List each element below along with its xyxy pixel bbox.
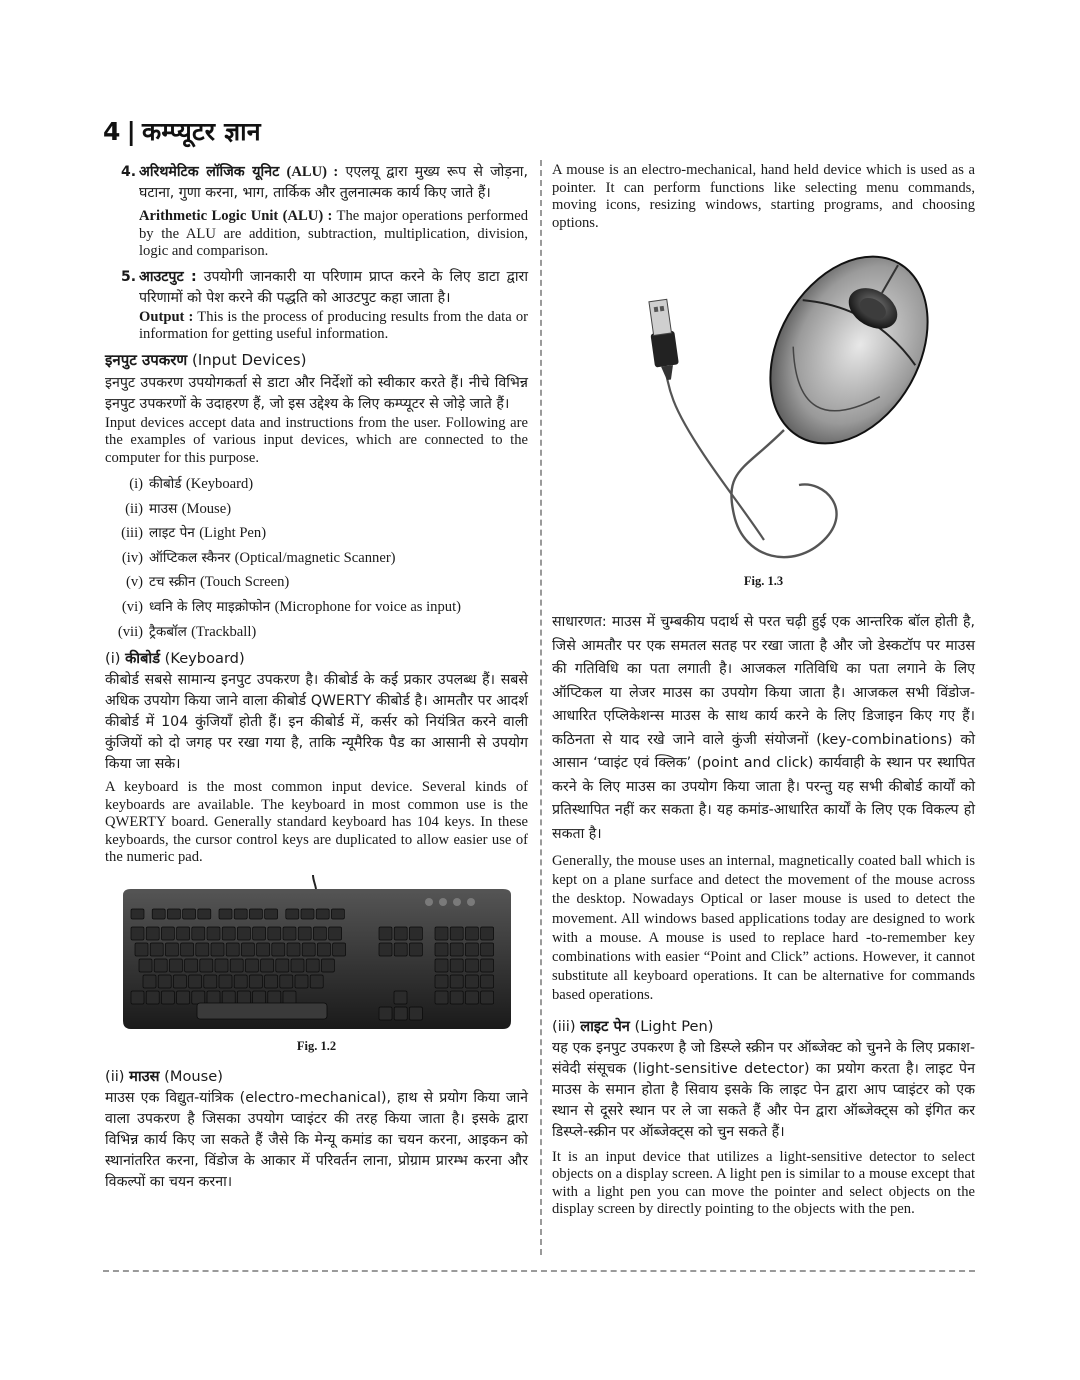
keyboard-key <box>203 975 216 988</box>
header-separator: | <box>126 117 136 146</box>
keyboard-key <box>188 975 201 988</box>
alu-hindi-title: अरिथमेटिक लॉजिक यूनिट <box>139 164 280 180</box>
keyboard-key <box>480 959 493 972</box>
keyboard-key <box>169 959 182 972</box>
input-devices-heading-hi: इनपुट उपकरण <box>105 350 188 369</box>
keyboard-key <box>285 909 298 919</box>
keyboard-key <box>379 927 392 940</box>
keyboard-key <box>275 959 288 972</box>
keyboard-key <box>267 927 280 940</box>
keyboard-key <box>222 991 235 1004</box>
keyboard-key <box>301 909 314 919</box>
keyboard-key <box>450 991 463 1004</box>
keyboard-key <box>480 927 493 940</box>
keyboard-key <box>283 991 296 1004</box>
page-header <box>103 114 261 148</box>
keyboard-key <box>249 909 262 919</box>
keyboard-key <box>131 909 144 919</box>
alu-english-text: The major operations performed by the ALU are addition, subtraction, multiplication, division, logic and comparison. <box>139 208 528 259</box>
keyboard-key <box>222 927 235 940</box>
keyboard-key <box>316 909 329 919</box>
keyboard-key <box>394 1007 407 1020</box>
list-item: (v) टच स्क्रीन (Touch Screen) <box>125 574 290 591</box>
keyboard-key <box>158 975 171 988</box>
keyboard-key <box>146 927 159 940</box>
keyboard-key <box>302 943 315 956</box>
keyboard-key <box>409 927 422 940</box>
keyboard-english: A keyboard is the most common input device. Several kinds of keyboards are available. The keyboard in most common use is the QWERTY board. Generally standard keyboard has 104 keys. In these keyboards, the cursor control keys are duplicated to allow easier use of the numeric pad. <box>105 779 528 866</box>
output-number: 5. <box>121 268 137 285</box>
keyboard-key <box>199 959 212 972</box>
keyboard-key <box>256 943 269 956</box>
figure-caption-1-2: Fig. 1.2 <box>296 1038 337 1053</box>
keyboard-key <box>291 959 304 972</box>
keyboard-hindi: कीबोर्ड सबसे सामान्य इनपुट उपकरण है। कीबोर्ड के कई प्रकार उपलब्ध हैं। सबसे अधिक उपयोग किया जाने वाला कीबोर्ड QWERTY कीबोर्ड है। आमतौर पर आदर्श कीबोर्ड में 104 कुंजियाँ होती हैं। इन कीबोर्ड में, कर्सर को नियंत्रित करने वाली कुंजियों को दो जगह पर रखा गया है, ताकि न्यूमैरिक पैड का आसानी से उपयोग किया जा सके। <box>105 672 528 773</box>
keyboard-key <box>195 943 208 956</box>
input-devices-hindi: इनपुट उपकरण उपयोगकर्ता से डाटा और निर्देशों को स्वीकार करते हैं। नीचे विभिन्न इनपुट उपकरणों के उदाहरण हैं, जो इस उद्देश्य के लिए कम्प्यूटर से जोड़े जाते हैं। <box>105 374 528 412</box>
keyboard-key <box>237 991 250 1004</box>
mouse2-english: Generally, the mouse uses an internal, magnetically coated ball which is kept on a plane surface and detect the movement of the mouse across the desktop. Nowadays Optical or laser mouse is used to detect the movement. All windows based applications today are designed to work with a mouse. A mouse is used to replace hard -to-remember key combinations with easier “Point and Click” actions. However, it cannot substitute all keyboard operations. It can be alternative for commands based operations. <box>552 853 975 1004</box>
mouse-english: A mouse is an electro-mechanical, hand held device which is used as a pointer. It can perform functions like selecting menu commands, moving icons, resizing windows, starting programs, and choosing options. <box>552 162 975 231</box>
book-title: कम्प्यूटर ज्ञान <box>141 117 261 146</box>
keyboard-key <box>409 943 422 956</box>
keyboard-key <box>241 943 254 956</box>
keyboard-heading: (i) कीबोर्ड (Keyboard) <box>105 650 245 668</box>
keyboard-key <box>279 975 292 988</box>
output-hindi-title: आउटपुट : <box>139 268 197 285</box>
keyboard-key <box>394 991 407 1004</box>
keyboard-key <box>310 975 323 988</box>
list-item: (iv) ऑप्टिकल स्कैनर (Optical/magnetic Scanner) <box>121 549 396 566</box>
keyboard-key <box>252 927 265 940</box>
keyboard-key <box>165 943 178 956</box>
keyboard-key <box>465 975 478 988</box>
keyboard-key <box>260 959 273 972</box>
keyboard-key <box>146 991 159 1004</box>
keyboard-key <box>197 909 210 919</box>
output-english <box>139 309 528 344</box>
keyboard-key <box>450 975 463 988</box>
keyboard-key <box>161 927 174 940</box>
keyboard-key <box>143 975 156 988</box>
output-english-title: Output : <box>139 308 194 325</box>
footer-divider <box>103 1270 975 1272</box>
keyboard-key <box>287 943 300 956</box>
keyboard-key <box>264 909 277 919</box>
keyboard-key <box>152 909 165 919</box>
keyboard-key <box>480 975 493 988</box>
alu-hindi-text: एएलयू द्वारा मुख्य रूप से जोड़ना, घटाना, गुणा करना, भाग, तार्किक और तुलनात्मक कार्य किए जाते हैं। <box>139 164 528 201</box>
keyboard-key <box>435 991 448 1004</box>
keyboard-key <box>267 991 280 1004</box>
list-item: (vi) ध्वनि के लिए माइक्रोफोन (Microphone for voice as input) <box>121 598 461 615</box>
keyboard-key <box>207 991 220 1004</box>
keyboard-key <box>306 959 319 972</box>
mouse-heading: (ii) माउस (Mouse) <box>105 1067 223 1085</box>
keyboard-key <box>191 991 204 1004</box>
keyboard-key <box>332 943 345 956</box>
keyboard-key <box>298 927 311 940</box>
lightpen-heading: (iii) लाइट पेन (Light Pen) <box>552 1017 714 1035</box>
keyboard-key <box>211 943 224 956</box>
keyboard-key <box>154 959 167 972</box>
page-number: 4 <box>103 117 121 146</box>
keyboard-key <box>237 927 250 940</box>
input-devices-english: Input devices accept data and instructions from the user. Following are the examples of various input devices, which are connected to the computer for this purpose. <box>105 414 528 466</box>
keyboard-key <box>215 959 228 972</box>
keyboard-image <box>117 875 517 1035</box>
keyboard-key <box>176 991 189 1004</box>
keyboard-key <box>184 959 197 972</box>
keyboard-key <box>131 927 144 940</box>
keyboard-key <box>480 991 493 1004</box>
keyboard-key <box>435 959 448 972</box>
keyboard-key <box>379 943 392 956</box>
input-devices-heading <box>105 350 528 370</box>
keyboard-key <box>394 927 407 940</box>
alu-number: 4. <box>121 164 137 180</box>
keyboard-key <box>480 943 493 956</box>
output-english-text: This is the process of producing results from the data or information for getting useful information. <box>139 308 528 342</box>
figure-caption-1-3: Fig. 1.3 <box>743 574 784 588</box>
alu-english <box>139 208 528 261</box>
keyboard-key <box>219 909 232 919</box>
keyboard-key <box>135 943 148 956</box>
keyboard-key <box>435 927 448 940</box>
keyboard-key <box>450 943 463 956</box>
keyboard-figure <box>105 875 528 1035</box>
lightpen-english: It is an input device that utilizes a light-sensitive detector to select objects on a display screen. A light pen is similar to a mouse except that with a light pen you can move the pointer and select objects on the display screen by directly pointing to the objects with the pen. <box>552 1148 975 1218</box>
keyboard-key <box>191 927 204 940</box>
keyboard-key <box>321 959 334 972</box>
keyboard-key <box>379 1007 392 1020</box>
list-item: (vii) ट्रैकबॉल (Trackball) <box>117 623 257 640</box>
keyboard-key <box>234 975 247 988</box>
keyboard-key <box>450 959 463 972</box>
output-hindi-text: उपयोगी जानकारी या परिणाम प्राप्त करने के लिए डाटा द्वारा परिणामों को पेश करने की पद्धति को आउटपुट कहा जाता है। <box>139 268 528 306</box>
keyboard-key <box>409 1007 422 1020</box>
output-item <box>105 267 528 344</box>
keyboard-key <box>313 927 326 940</box>
keyboard-key <box>450 927 463 940</box>
keyboard-key <box>180 943 193 956</box>
keyboard-key <box>167 909 180 919</box>
keyboard-key <box>394 943 407 956</box>
input-devices-heading-en: (Input Devices) <box>192 350 307 369</box>
keyboard-key <box>465 927 478 940</box>
list-item: (i) कीबोर्ड (Keyboard) <box>129 476 254 492</box>
keyboard-key <box>139 959 152 972</box>
alu-english-title: Arithmetic Logic Unit (ALU) : <box>139 208 333 224</box>
list-item: (ii) माउस (Mouse) <box>125 500 232 517</box>
alu-hindi <box>139 162 528 204</box>
keyboard-key <box>226 943 239 956</box>
keyboard-key <box>465 991 478 1004</box>
column-divider <box>540 160 542 1255</box>
keyboard-key <box>295 975 308 988</box>
input-device-list <box>105 472 528 644</box>
left-column <box>105 162 528 1193</box>
keyboard-key <box>131 991 144 1004</box>
right-column <box>552 162 975 1219</box>
list-item: (iii) लाइट पेन (Light Pen) <box>121 525 267 542</box>
mouse-figure <box>552 240 975 570</box>
keyboard-key <box>465 943 478 956</box>
alu-item <box>105 162 528 261</box>
keyboard-key <box>264 975 277 988</box>
keyboard-key <box>271 943 284 956</box>
keyboard-key <box>173 975 186 988</box>
keyboard-key <box>230 959 243 972</box>
keyboard-key <box>435 975 448 988</box>
mouse2-hindi: साधारणत: माउस में चुम्बकीय पदार्थ से परत चढ़ी हुई एक आन्तरिक बॉल होती है, जिसे आमतौर पर एक समतल सतह पर रखा जाता है और जो डेस्कटॉप पर माउस की गतिविधि का पता लगाती है। आजकल गतिविधि का पता लगाने के लिए ऑप्टिकल या लेजर माउस का उपयोग किया जाता है। आजकल सभी विंडोज-आधारित एप्लिकेशन्स माउस के साथ कार्य करने के लिए डिजाइन किए गए हैं। कठिनता से याद रखे जाने वाले कुंजी संयोजनों (key-combinations) को आसान ‘प्वाइंट एवं क्लिक’ (point and click) कार्यवाही के स्थान पर स्थापित करने के लिए माउस का उपयोग किया जाता है। परन्तु यह सभी कीबोर्ड कार्यों को प्रतिस्थापित नहीं कर सकता है। यह कमांड-आधारित कार्यों के लिए एक विकल्प हो सकता है। <box>552 614 975 842</box>
keyboard-key <box>317 943 330 956</box>
keyboard-key <box>249 975 262 988</box>
keyboard-key <box>252 991 265 1004</box>
keyboard-key <box>283 927 296 940</box>
keyboard-key <box>161 991 174 1004</box>
keyboard-key <box>331 909 344 919</box>
alu-abbr: (ALU) : <box>286 164 339 180</box>
keyboard-key <box>328 927 341 940</box>
mouse-hindi: माउस एक विद्युत-यांत्रिक (electro-mechanical), हाथ से प्रयोग किया जाने वाला उपकरण है जिसका उपयोग प्वाइंटर की तरह किया जाता है। इसके द्वारा विभिन्न कार्य किए जा सकते हैं जैसे कि मेन्यू कमांड का चयन करना, आइकन को स्थानांतरित करना, विंडोज के आकार में परिवर्तन लाना, प्रोग्राम प्रारम्भ करना और विकल्पों का चयन करना। <box>105 1089 528 1190</box>
keyboard-key <box>435 943 448 956</box>
keyboard-key <box>234 909 247 919</box>
keyboard-key <box>245 959 258 972</box>
keyboard-key <box>207 927 220 940</box>
mouse-image <box>594 240 934 570</box>
output-hindi <box>139 267 528 309</box>
keyboard-key <box>182 909 195 919</box>
lightpen-hindi: यह एक इनपुट उपकरण है जो डिस्प्ले स्क्रीन पर ऑब्जेक्ट को चुनने के लिए प्रकाश-संवेदी संसूचक (light-sensitive detector) का प्रयोग करता है। लाइट पेन माउस के समान होता है सिवाय इसके कि लाइट पेन द्वारा आप प्वाइंटर को एक स्थान से दूसरे स्थान पर ले जा सकते हैं और पेन द्वारा ऑब्जेक्ट्स को इंगित कर डिस्प्ले-स्क्रीन पर ऑब्जेक्ट्स को चुन सकते हैं। <box>552 1039 975 1140</box>
keyboard-key <box>176 927 189 940</box>
keyboard-key <box>150 943 163 956</box>
keyboard-key <box>219 975 232 988</box>
keyboard-key <box>465 959 478 972</box>
